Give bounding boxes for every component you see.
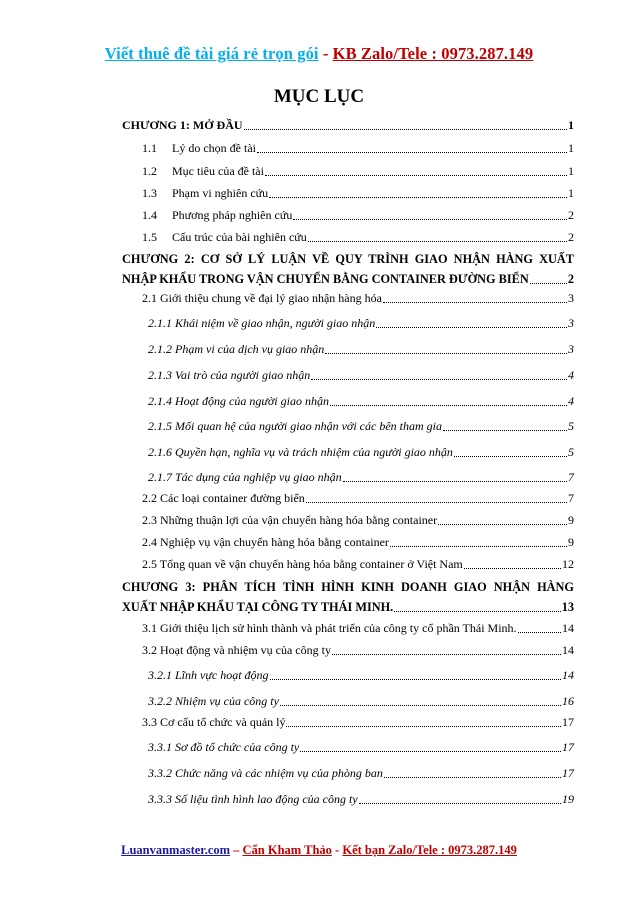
toc-entry-label: 3.3.3 Số liệu tình hình lao động của công ty [148,792,358,806]
toc-leader-dots [325,352,567,354]
toc-entry-page: 3 [568,316,574,330]
toc-chapter-1[interactable] [122,118,574,133]
toc-item-2-3[interactable] [122,513,574,528]
toc-entry-page: 4 [568,368,574,382]
toc-entry-label: 3.2.2 Nhiệm vụ của công ty [148,694,279,708]
footer-contact-link[interactable]: Kết bạn Zalo/Tele : 0973.287.149 [342,843,517,857]
toc-chapter-title-line1: CHƯƠNG 3: PHÂN TÍCH TÌNH HÌNH KINH DOANH GIAO NHẬN HÀNG [122,580,574,594]
toc-entry-number: 1.1 [142,141,157,155]
toc-entry-label: 2.1.7 Tác dụng của nghiệp vụ giao nhận [148,470,342,484]
toc-entry-label: 3.1 Giới thiệu lịch sử hình thành và phát triển của công ty cổ phần Thái Minh. [142,621,517,635]
toc-leader-dots [257,151,567,153]
toc-leader-dots [293,218,567,220]
toc-entry-page: 16 [562,694,574,708]
toc-entry-label: 2.1.2 Phạm vi của dịch vụ giao nhận [148,342,325,356]
toc-leader-dots [518,631,561,633]
toc-leader-dots [454,455,567,457]
toc-entry-page: 2 [567,272,574,286]
toc-leader-dots [306,501,567,503]
toc-leader-dots [438,523,567,525]
toc-entry-page: 5 [568,445,574,459]
toc-leader-dots [332,653,561,655]
footer-site-link[interactable]: Luanvanmaster.com [121,843,231,857]
toc-leader-dots [394,610,560,612]
toc-leader-dots [343,480,567,482]
toc-entry-label: 3.3.2 Chức năng và các nhiệm vụ của phòng ban [148,766,383,780]
toc-item-3-3-1[interactable] [122,740,574,755]
toc-entry-label: Mục tiêu của đề tài [172,164,264,178]
toc-entry-label: 2.3 Những thuận lợi của vận chuyển hàng hóa bằng container [142,513,438,527]
toc-entry-page: 19 [562,792,574,806]
toc-item-2-1[interactable] [122,291,574,306]
toc-chapter-3[interactable] [122,577,574,617]
toc-entry-number: 1.2 [142,164,157,178]
toc-entry-label: Phương pháp nghiên cứu [172,208,293,222]
toc-leader-dots [376,326,567,328]
toc-item-3-2-1[interactable] [122,668,574,683]
toc-leader-dots [269,196,567,198]
footer-separator: - [331,843,343,857]
footer-name-link[interactable]: Cẩn Kham Thảo [242,843,332,857]
toc-chapter-title-line2: XUẤT NHẬP KHẨU TẠI CÔNG TY THÁI MINH. [122,600,394,614]
toc-entry-page: 4 [568,394,574,408]
toc-entry-page: 3 [568,291,574,305]
toc-entry-page: 1 [568,186,574,200]
toc-entry-page: 13 [561,600,574,614]
toc-entry-page: 12 [562,557,574,571]
toc-entry-number: 1.4 [142,208,157,222]
toc-entry-page: 14 [562,621,574,635]
toc-entry-label: 2.1.4 Hoạt động của người giao nhận [148,394,329,408]
toc-item-2-1-3[interactable] [122,368,574,383]
toc-item-1-4[interactable] [122,208,574,223]
toc-entry-label: 3.3 Cơ cấu tổ chức và quản lý [142,715,286,729]
toc-entry-label: CHƯƠNG 1: MỞ ĐẦU [122,118,243,132]
header-service-link[interactable]: Viết thuê đề tài giá rẻ trọn gói [104,44,319,63]
toc-entry-page: 9 [568,535,574,549]
toc-entry-page: 3 [568,342,574,356]
toc-leader-dots [286,725,561,727]
toc-item-2-5[interactable] [122,557,574,572]
toc-leader-dots [280,704,561,706]
toc-entry-page: 7 [568,491,574,505]
header-separator: - [318,44,333,63]
toc-leader-dots [330,404,567,406]
toc-entry-label: 3.2.1 Lĩnh vực hoạt động [148,668,269,682]
toc-entry-page: 17 [562,766,574,780]
footer-separator: – [230,843,243,857]
toc-entry-label: 2.1 Giới thiệu chung về đại lý giao nhận hàng hóa [142,291,382,305]
toc-leader-dots [359,802,561,804]
toc-chapter-title-line2: NHẬP KHẨU TRONG VẬN CHUYỂN BẰNG CONTAINER ĐƯỜNG BIỂN [122,272,529,286]
toc-item-2-1-4[interactable] [122,394,574,409]
toc-entry-label: 2.1.6 Quyền hạn, nghĩa vụ và trách nhiệm của người giao nhận [148,445,453,459]
toc-entry-page: 17 [562,715,574,729]
toc-leader-dots [464,567,561,569]
toc-item-2-1-2[interactable] [122,342,574,357]
toc-leader-dots [270,678,561,680]
toc-entry-label: 2.4 Nghiệp vụ vận chuyển hàng hóa bằng container [142,535,389,549]
toc-entry-label: 2.1.3 Vai trò của người giao nhận [148,368,311,382]
toc-entry-page: 2 [568,208,574,222]
toc-entry-page: 7 [568,470,574,484]
toc-item-3-2[interactable] [122,643,574,658]
toc-entry-label: Lý do chọn đề tài [172,141,256,155]
toc-entry-label: Phạm vi nghiên cứu [172,186,269,200]
toc-item-2-1-5[interactable] [122,419,574,434]
toc-item-3-2-2[interactable] [122,694,574,709]
toc-entry-label: 3.3.1 Sơ đồ tổ chức của công ty [148,740,300,754]
toc-leader-dots [311,378,567,380]
toc-item-3-3-3[interactable] [122,792,574,807]
toc-item-1-5[interactable] [122,230,574,245]
toc-entry-page: 1 [568,164,574,178]
toc-entry-label: 2.5 Tổng quan về vận chuyển hàng hóa bằng container ở Việt Nam [142,557,463,571]
toc-chapter-2[interactable] [122,249,574,289]
toc-entry-label: 2.2 Các loại container đường biển [142,491,305,505]
toc-item-1-1[interactable] [122,141,574,156]
toc-item-1-3[interactable] [122,186,574,201]
toc-entry-label: Cấu trúc của bài nghiên cứu [172,230,307,244]
toc-entry-page: 14 [562,668,574,682]
toc-entry-number: 1.5 [142,230,157,244]
table-of-contents [122,0,574,902]
toc-leader-dots [383,301,567,303]
toc-item-2-1-1[interactable] [122,316,574,331]
toc-entry-label: 3.2 Hoạt động và nhiệm vụ của công ty [142,643,331,657]
toc-entry-page: 9 [568,513,574,527]
toc-chapter-title-line1: CHƯƠNG 2: CƠ SỞ LÝ LUẬN VỀ QUY TRÌNH GIAO NHẬN HÀNG XUẤT [122,252,574,266]
toc-leader-dots [384,776,561,778]
toc-entry-label: 2.1.5 Mối quan hệ của người giao nhận với các bên tham gia [148,419,442,433]
toc-leader-dots [265,174,567,176]
toc-entry-page: 2 [568,230,574,244]
toc-item-2-1-6[interactable] [122,445,574,460]
toc-item-3-3[interactable] [122,715,574,730]
toc-entry-page: 17 [562,740,574,754]
toc-title: MỤC LỤC [273,86,365,107]
toc-item-1-2[interactable] [122,164,574,179]
toc-item-2-1-7[interactable] [122,470,574,485]
toc-entry-page: 14 [562,643,574,657]
toc-item-3-3-2[interactable] [122,766,574,781]
toc-leader-dots [390,545,567,547]
toc-leader-dots [308,240,567,242]
header-contact-link[interactable]: KB Zalo/Tele : 0973.287.149 [332,44,534,63]
toc-leader-dots [300,750,561,752]
toc-item-3-1[interactable] [122,621,574,636]
toc-leader-dots [244,128,567,130]
toc-item-2-4[interactable] [122,535,574,550]
toc-entry-page: 1 [568,118,574,132]
toc-entry-label: 2.1.1 Khái niệm về giao nhận, người giao nhận [148,316,376,330]
toc-entry-number: 1.3 [142,186,157,200]
toc-entry-page: 1 [568,141,574,155]
page-footer [0,843,638,858]
toc-entry-page: 5 [568,419,574,433]
toc-item-2-2[interactable] [122,491,574,506]
toc-leader-dots [530,282,567,284]
toc-leader-dots [443,429,567,431]
